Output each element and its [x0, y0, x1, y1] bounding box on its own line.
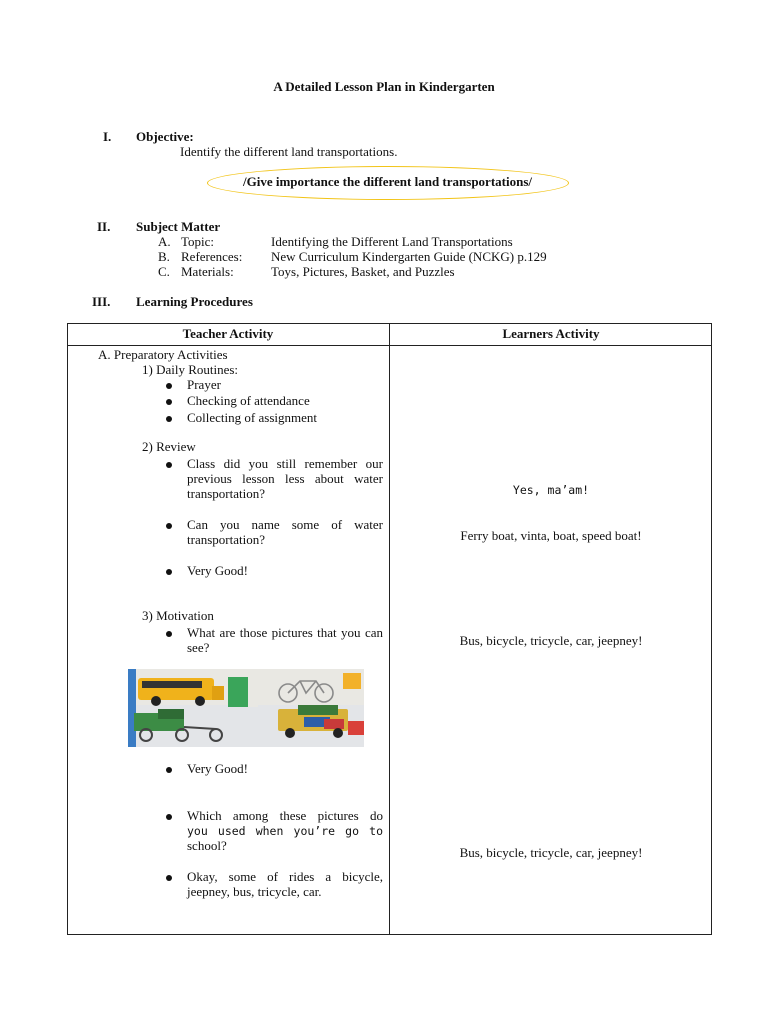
bullet-icon [166, 462, 172, 468]
review-title: 2) Review [142, 439, 196, 454]
motivation-title: 3) Motivation [142, 608, 214, 623]
teacher-activity-header: Teacher Activity [182, 326, 274, 341]
routine-item: Checking of attendance [187, 393, 310, 408]
section-numeral-procedures: III. [92, 294, 111, 309]
bullet-icon [166, 814, 172, 820]
motivation-question-1: What are those pictures that you can see? [187, 625, 383, 655]
subject-value-references: New Curriculum Kindergarten Guide (NCKG) p.129 [271, 249, 547, 264]
very-good-1: Very Good! [187, 563, 249, 578]
motivation-question-2-line-1: Which among these pictures do [187, 808, 383, 823]
subject-value-materials: Toys, Pictures, Basket, and Puzzles [271, 264, 455, 279]
section-numeral-objective: I. [103, 129, 112, 144]
transportation-pictures [128, 669, 364, 747]
routine-item: Prayer [187, 377, 221, 392]
subject-label-topic: Topic: [181, 234, 215, 249]
objective-highlight: /Give importance the different land transportations/ [243, 174, 532, 189]
bullet-icon [166, 383, 172, 389]
answer-pictures: Bus, bicycle, tricycle, car, jeepney! [459, 633, 643, 648]
subject-label-references: References: [181, 249, 243, 264]
preparatory-activities: A. Preparatory Activities [98, 347, 228, 362]
bullet-icon [166, 569, 172, 575]
motivation-okay: Okay, some of rides a bicycle, jeepney, bus, tricycle, car. [187, 869, 383, 899]
objective-heading: Objective: [136, 129, 194, 144]
bullet-icon [166, 416, 172, 422]
table-column-divider [389, 323, 390, 935]
subject-letter-c: C. [158, 264, 170, 279]
subject-value-topic: Identifying the Different Land Transportations [271, 234, 513, 249]
answer-water-transport: Ferry boat, vinta, boat, speed boat! [460, 528, 642, 543]
bullet-icon [166, 767, 172, 773]
answer-yes: Yes, ma’am! [512, 483, 590, 497]
daily-routines-title: 1) Daily Routines: [142, 362, 239, 377]
very-good-2: Very Good! [187, 761, 249, 776]
section-numeral-subject: II. [97, 219, 111, 234]
motivation-question-2-line-3: school? [187, 838, 227, 853]
bullet-icon [166, 875, 172, 881]
bullet-icon [166, 523, 172, 529]
subject-letter-b: B. [158, 249, 170, 264]
review-question-2: Can you name some of water transportation? [187, 517, 383, 547]
learners-activity-header: Learners Activity [502, 326, 600, 341]
table-header-divider [67, 345, 712, 346]
bullet-icon [166, 631, 172, 637]
page-title: A Detailed Lesson Plan in Kindergarten [273, 79, 495, 94]
subject-letter-a: A. [158, 234, 171, 249]
routine-item: Collecting of assignment [187, 410, 317, 425]
subject-heading: Subject Matter [136, 219, 221, 234]
subject-label-materials: Materials: [181, 264, 234, 279]
objective-text: Identify the different land transportations. [180, 144, 398, 159]
bullet-icon [166, 399, 172, 405]
motivation-question-2-line-2: you used when you’re go to [187, 824, 383, 838]
procedures-heading: Learning Procedures [136, 294, 253, 309]
review-question-1: Class did you still remember our previous lesson less about water transportation? [187, 456, 383, 501]
answer-school: Bus, bicycle, tricycle, car, jeepney! [459, 845, 643, 860]
